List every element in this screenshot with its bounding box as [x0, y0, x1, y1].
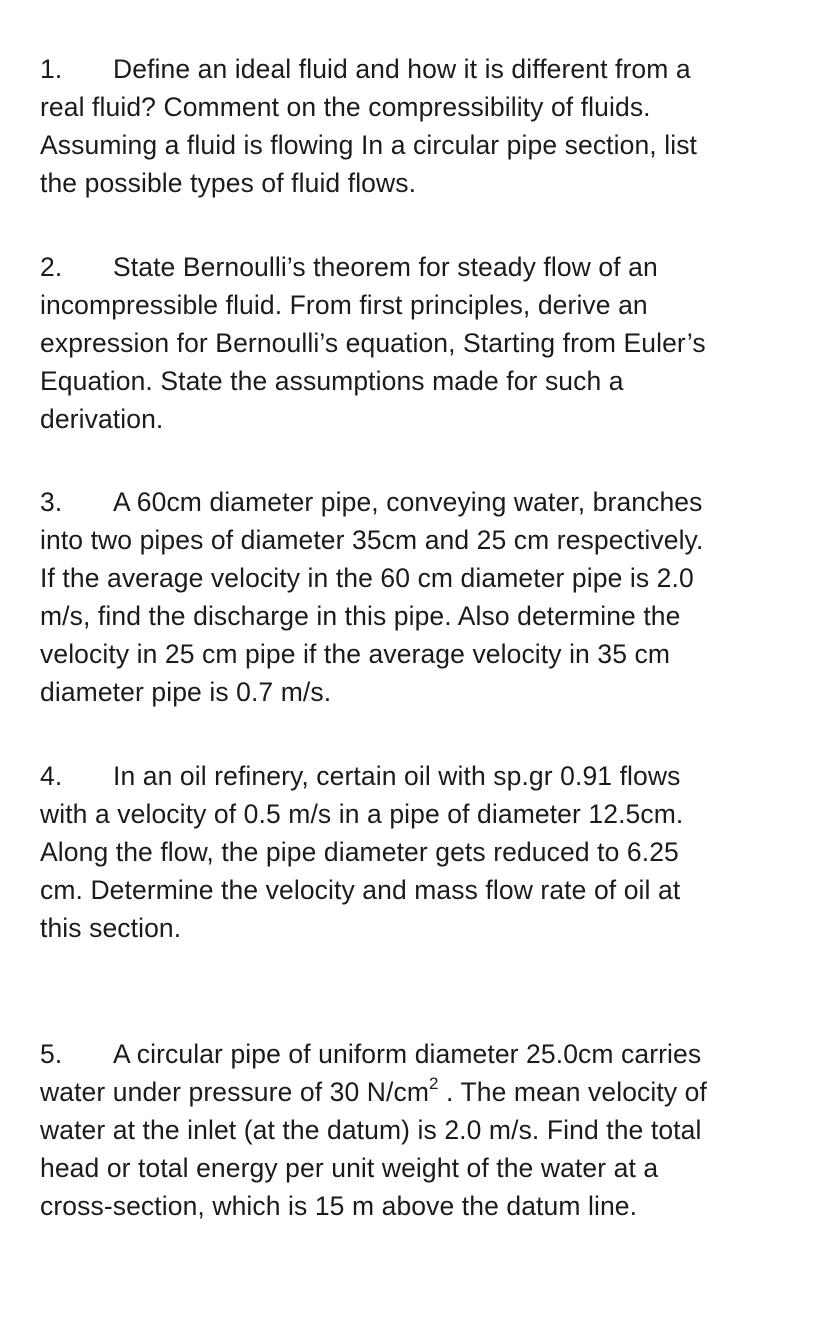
question-number: 5.: [40, 1039, 63, 1069]
question-line: [40, 483, 790, 521]
question-5: [40, 1035, 790, 1225]
question-text: Define an ideal fluid and how it is different from a: [113, 54, 691, 84]
question-line: derivation.: [40, 404, 164, 434]
superscript: 2: [429, 1074, 439, 1094]
question-line: water at the inlet (at the datum) is 2.0 m/s. Find the total: [40, 1115, 702, 1145]
question-line: diameter pipe is 0.7 m/s.: [40, 677, 332, 707]
question-1: [40, 50, 790, 202]
question-text: . The mean velocity of: [438, 1077, 707, 1107]
question-line: Equation. State the assumptions made for such a: [40, 366, 624, 396]
question-line: expression for Bernoulli’s equation, Starting from Euler’s: [40, 328, 706, 358]
question-3: [40, 483, 790, 711]
question-line: m/s, find the discharge in this pipe. Also determine the: [40, 601, 681, 631]
question-line: with a velocity of 0.5 m/s in a pipe of diameter 12.5cm.: [40, 799, 684, 829]
question-line: [40, 50, 790, 88]
question-number: 3.: [40, 487, 63, 517]
question-line: cm. Determine the velocity and mass flow rate of oil at: [40, 875, 681, 905]
question-line: [40, 1035, 790, 1073]
question-line: into two pipes of diameter 35cm and 25 cm respectively.: [40, 525, 704, 555]
question-line: If the average velocity in the 60 cm diameter pipe is 2.0: [40, 563, 694, 593]
question-text: water under pressure of 30 N/cm: [40, 1077, 429, 1107]
question-line: Along the flow, the pipe diameter gets reduced to 6.25: [40, 837, 679, 867]
question-text: In an oil refinery, certain oil with sp.gr 0.91 flows: [113, 761, 681, 791]
question-line: velocity in 25 cm pipe if the average velocity in 35 cm: [40, 639, 671, 669]
question-line: [40, 757, 790, 795]
question-text: A 60cm diameter pipe, conveying water, branches: [113, 487, 703, 517]
question-line: real fluid? Comment on the compressibility of fluids.: [40, 92, 651, 122]
question-line: the possible types of fluid flows.: [40, 168, 417, 198]
question-line: head or total energy per unit weight of the water at a: [40, 1153, 659, 1183]
question-line: [40, 248, 790, 286]
question-line: cross-section, which is 15 m above the datum line.: [40, 1191, 638, 1221]
question-number: 2.: [40, 252, 63, 282]
question-number: 1.: [40, 54, 63, 84]
question-line: [40, 1073, 790, 1111]
question-line: incompressible fluid. From first principles, derive an: [40, 290, 648, 320]
question-number: 4.: [40, 761, 63, 791]
question-text: A circular pipe of uniform diameter 25.0cm carries: [113, 1039, 702, 1069]
question-text: State Bernoulli’s theorem for steady flow of an: [113, 252, 658, 282]
question-line: this section.: [40, 913, 182, 943]
question-4: [40, 757, 790, 947]
question-line: Assuming a fluid is flowing In a circular pipe section, list: [40, 130, 698, 160]
question-2: [40, 248, 790, 438]
